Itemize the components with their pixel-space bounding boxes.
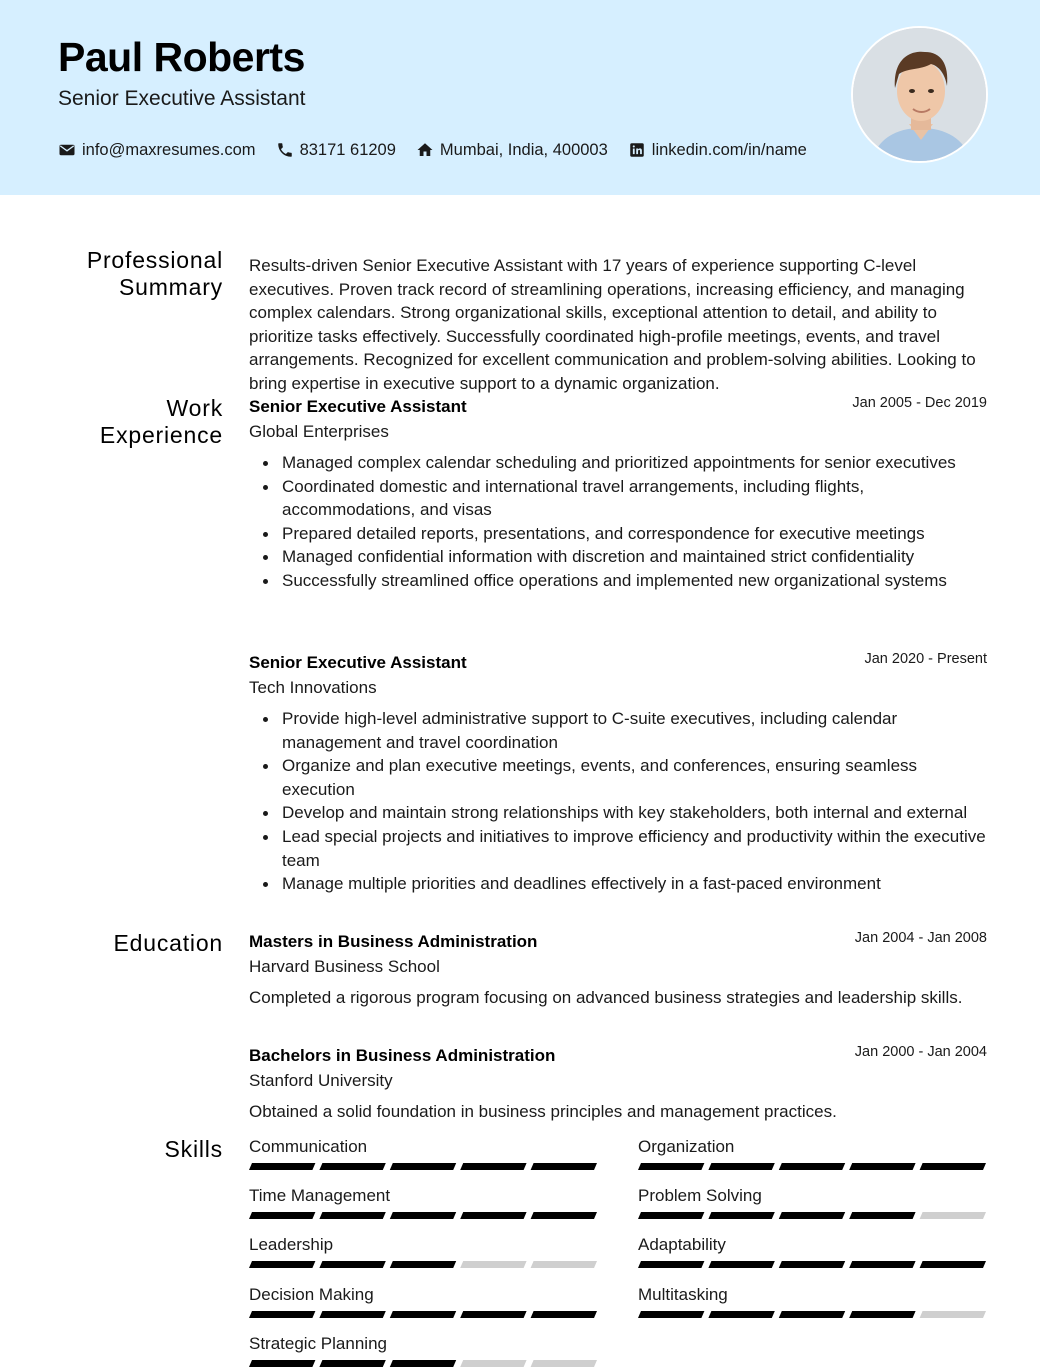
contact-address <box>416 141 608 160</box>
skill-segment-filled <box>531 1163 597 1170</box>
skill-segment-filled <box>249 1212 315 1219</box>
job-bullets <box>249 707 987 896</box>
profile-photo <box>851 26 988 163</box>
skill-segment-filled <box>460 1163 526 1170</box>
section-title-line: Summary <box>118 274 223 300</box>
education-description: Obtained a solid foundation in business principles and management practices. <box>249 1102 837 1121</box>
home-icon <box>416 141 434 159</box>
list-item: Provide high-level administrative support to C-suite executives, including calendar management and travel coordination <box>282 707 987 754</box>
skill-item <box>249 1137 597 1159</box>
linkedin-icon <box>628 141 646 159</box>
skill-segment-filled <box>390 1163 456 1170</box>
contact-list <box>58 139 827 161</box>
list-item: Lead special projects and initiatives to improve efficiency and productivity within the executive team <box>282 825 987 872</box>
section-title-line: Work <box>166 395 223 421</box>
degree-title: Bachelors in Business Administration <box>249 1046 556 1065</box>
skill-name: Leadership <box>249 1235 334 1254</box>
skill-segment-filled <box>319 1311 385 1318</box>
skill-segment-empty <box>920 1311 986 1318</box>
skill-segment-filled <box>779 1311 845 1318</box>
contact-address-text: Mumbai, India, 400003 <box>439 140 608 159</box>
skill-segment-filled <box>708 1163 774 1170</box>
skill-level-bar <box>638 1163 986 1170</box>
contact-linkedin-text: linkedin.com/in/name <box>651 140 807 159</box>
degree-title: Masters in Business Administration <box>249 932 538 951</box>
section-title-work <box>100 395 223 449</box>
skill-segment-filled <box>849 1261 915 1268</box>
contact-linkedin[interactable] <box>628 141 807 160</box>
skill-item <box>638 1285 986 1307</box>
skill-level-bar <box>249 1163 597 1170</box>
skill-segment-filled <box>779 1261 845 1268</box>
skill-level-bar <box>249 1212 597 1219</box>
skill-segment-filled <box>920 1261 986 1268</box>
skill-level-bar <box>638 1261 986 1268</box>
skill-segment-empty <box>920 1212 986 1219</box>
contact-email-text: info@maxresumes.com <box>82 140 256 159</box>
skill-segment-filled <box>849 1212 915 1219</box>
skill-segment-filled <box>531 1212 597 1219</box>
skill-segment-filled <box>249 1163 315 1170</box>
skill-name: Strategic Planning <box>249 1334 387 1353</box>
education-description: Completed a rigorous program focusing on advanced business strategies and leadership skills. <box>249 988 963 1007</box>
skill-item <box>638 1137 986 1159</box>
skill-segment-filled <box>249 1311 315 1318</box>
skill-segment-filled <box>390 1311 456 1318</box>
skill-name: Communication <box>249 1137 368 1156</box>
job-title: Senior Executive Assistant <box>249 653 467 672</box>
skill-level-bar <box>638 1311 986 1318</box>
education-entry <box>249 932 987 1010</box>
skill-level-bar <box>249 1261 597 1268</box>
education-dates: Jan 2000 - Jan 2004 <box>854 1044 987 1060</box>
resume-header <box>0 0 1040 195</box>
work-entry <box>249 653 987 896</box>
job-dates: Jan 2020 - Present <box>864 651 987 667</box>
skill-level-bar <box>249 1360 597 1367</box>
skill-segment-filled <box>460 1212 526 1219</box>
contact-phone[interactable] <box>276 141 396 160</box>
skill-item <box>638 1186 986 1208</box>
school-name: Stanford University <box>249 1071 393 1090</box>
section-title-education: Education <box>113 930 223 956</box>
skill-segment-filled <box>638 1311 704 1318</box>
candidate-name: Paul Roberts <box>58 34 305 80</box>
job-company: Tech Innovations <box>249 678 377 697</box>
skill-item <box>249 1186 597 1208</box>
contact-email[interactable] <box>58 141 256 160</box>
skill-segment-filled <box>390 1360 456 1367</box>
candidate-title: Senior Executive Assistant <box>58 87 306 110</box>
professional-summary: Results-driven Senior Executive Assistant with 17 years of experience supporting C-level executives. Proven track record of streamlining operations, increasing efficiency, and managing complex calendars. Strong organizational skills, exceptional attention to detail, and ability to prioritize tasks effectively. Successfully coordinated high-profile meetings, events, and travel arrangements. Recognized for excellent communication and problem-solving abilities. Looking to bring expertise in executive support to a dynamic organization. <box>249 256 976 393</box>
skill-segment-filled <box>708 1212 774 1219</box>
list-item: Manage multiple priorities and deadlines effectively in a fast-paced environment <box>282 872 987 896</box>
work-entry <box>249 397 987 593</box>
skill-segment-filled <box>390 1261 456 1268</box>
list-item: Develop and maintain strong relationships with key stakeholders, both internal and external <box>282 801 987 825</box>
skill-item <box>249 1334 597 1356</box>
skill-segment-filled <box>779 1212 845 1219</box>
skill-name: Decision Making <box>249 1285 374 1304</box>
phone-icon <box>276 141 294 159</box>
skill-segment-filled <box>638 1163 704 1170</box>
skill-segment-empty <box>531 1360 597 1367</box>
skill-segment-empty <box>460 1261 526 1268</box>
job-bullets <box>249 451 987 593</box>
skill-name: Adaptability <box>638 1235 726 1254</box>
job-dates: Jan 2005 - Dec 2019 <box>852 395 987 411</box>
skill-segment-filled <box>849 1311 915 1318</box>
contact-phone-text: 83171 61209 <box>299 140 396 159</box>
list-item: Successfully streamlined office operations and implemented new organizational systems <box>282 569 987 593</box>
skill-segment-filled <box>638 1212 704 1219</box>
skill-segment-filled <box>249 1261 315 1268</box>
section-title-summary <box>87 247 223 301</box>
skill-segment-filled <box>319 1212 385 1219</box>
skill-item <box>249 1235 597 1257</box>
section-title-skills: Skills <box>164 1136 223 1162</box>
skill-segment-filled <box>319 1360 385 1367</box>
section-title-line: Professional <box>86 247 223 273</box>
skill-segment-filled <box>319 1261 385 1268</box>
list-item: Managed complex calendar scheduling and prioritized appointments for senior executives <box>282 451 987 475</box>
skill-segment-filled <box>638 1261 704 1268</box>
skill-segment-empty <box>460 1360 526 1367</box>
skill-item <box>249 1285 597 1307</box>
skill-name: Organization <box>638 1137 735 1156</box>
skill-name: Time Management <box>249 1186 391 1205</box>
skill-segment-filled <box>708 1311 774 1318</box>
envelope-icon <box>58 141 76 159</box>
job-title: Senior Executive Assistant <box>249 397 467 416</box>
list-item: Prepared detailed reports, presentations, and correspondence for executive meetings <box>282 522 987 546</box>
education-dates: Jan 2004 - Jan 2008 <box>854 930 987 946</box>
list-item: Organize and plan executive meetings, events, and conferences, ensuring seamless execution <box>282 754 987 801</box>
skill-item <box>638 1235 986 1257</box>
skill-segment-filled <box>460 1311 526 1318</box>
skill-segment-filled <box>708 1261 774 1268</box>
skill-name: Multitasking <box>638 1285 728 1304</box>
skill-segment-filled <box>319 1163 385 1170</box>
skill-level-bar <box>249 1311 597 1318</box>
school-name: Harvard Business School <box>249 957 440 976</box>
skill-segment-filled <box>531 1311 597 1318</box>
list-item: Managed confidential information with discretion and maintained strict confidentiality <box>282 545 987 569</box>
section-title-line: Experience <box>99 422 223 448</box>
skill-segment-filled <box>920 1163 986 1170</box>
list-item: Coordinated domestic and international travel arrangements, including flights, accommodations, and visas <box>282 475 987 522</box>
skill-segment-filled <box>849 1163 915 1170</box>
skill-segment-filled <box>779 1163 845 1170</box>
skill-segment-filled <box>249 1360 315 1367</box>
skill-segment-filled <box>390 1212 456 1219</box>
job-company: Global Enterprises <box>249 422 389 441</box>
skill-level-bar <box>638 1212 986 1219</box>
education-entry <box>249 1046 987 1124</box>
skill-name: Problem Solving <box>638 1186 762 1205</box>
skill-segment-empty <box>531 1261 597 1268</box>
